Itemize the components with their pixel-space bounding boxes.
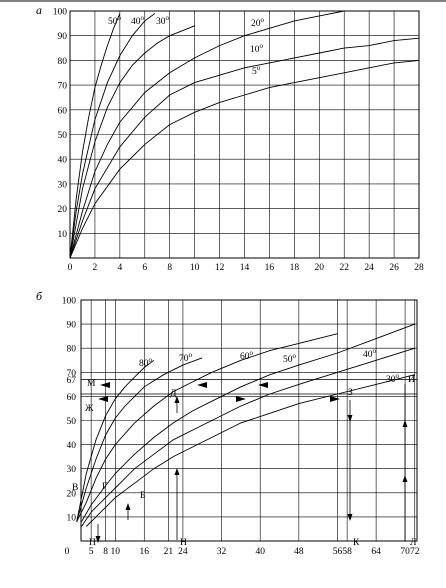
arrow-down-k-upper: [348, 415, 353, 422]
tick-y-40: 40: [57, 155, 67, 166]
letter-i: И: [408, 375, 415, 385]
arrow-left-m: [100, 382, 110, 388]
tick-y-70: 70: [66, 368, 76, 379]
tick-y-100: 100: [52, 7, 67, 18]
letter-v: В: [72, 483, 79, 493]
tick-x-20: 20: [314, 263, 325, 273]
tick-x-10: 10: [110, 547, 121, 557]
arrow-up-l-lower: [403, 475, 408, 482]
tick-x-4: 4: [117, 263, 123, 273]
arrow-left-upper-mid: [197, 382, 207, 388]
arrow-left-zh: [98, 396, 108, 402]
tick-x-48: 48: [294, 547, 304, 557]
tick-x-5: 5: [88, 547, 94, 557]
arrow-right-lower-right: [330, 396, 340, 402]
label-50: $50^о$: [283, 352, 296, 365]
tick-x-26: 26: [389, 263, 399, 273]
tick-y-20: 20: [57, 205, 67, 216]
letter-k: К: [353, 538, 360, 548]
tick-y-90: 90: [66, 320, 76, 331]
tick-y-67: 67: [66, 376, 76, 387]
letter-z: З: [348, 388, 353, 398]
arrow-up-n: [175, 468, 180, 475]
label-30: $30^о$: [156, 14, 169, 27]
letter-l: Л: [410, 538, 417, 548]
panel-a-grid: [70, 11, 419, 258]
label-5: $5^о$: [252, 64, 261, 77]
panel-a-curve-labels: [108, 14, 265, 77]
tick-x-16: 16: [139, 547, 150, 557]
tick-x-56: 56: [332, 547, 343, 557]
tick-x-0: 0: [64, 547, 70, 557]
label-20: $20^о$: [251, 16, 264, 29]
tick-x-72: 72: [410, 547, 420, 557]
tick-y-10: 10: [57, 229, 67, 240]
tick-x-28: 28: [414, 263, 424, 273]
tick-x-10: 10: [189, 263, 200, 273]
label-10: $10^о$: [250, 42, 263, 55]
letter-m: М: [87, 379, 96, 389]
tick-x-40: 40: [255, 547, 265, 557]
panel-a-label: а: [36, 3, 42, 17]
label-70: $70^о$: [179, 351, 192, 364]
tick-x-24: 24: [178, 547, 188, 557]
tick-y-50: 50: [57, 131, 67, 141]
label-80: $80^о$: [139, 356, 152, 369]
label-40: $40^о$: [363, 347, 376, 360]
tick-y-60: 60: [57, 106, 67, 117]
tick-y-50: 50: [66, 417, 76, 427]
curve-60: [77, 334, 338, 522]
label-60: $60^о$: [240, 349, 253, 362]
letter-n: Н: [180, 538, 187, 548]
letter-zh: Ж: [85, 404, 94, 414]
tick-x-32: 32: [216, 547, 227, 557]
tick-y-80: 80: [66, 344, 76, 355]
tick-y-40: 40: [66, 441, 76, 452]
tick-y-80: 80: [57, 56, 67, 67]
tick-x-8: 8: [103, 547, 109, 557]
curve-40: [82, 348, 415, 526]
tick-x-6: 6: [142, 263, 148, 273]
panel-a: [36, 3, 424, 273]
panel-b-letters: [72, 375, 417, 548]
tick-x-58: 58: [342, 547, 352, 557]
tick-x-14: 14: [239, 263, 250, 273]
label-50: $50^о$: [108, 14, 121, 27]
label-30: $30^о$: [386, 372, 399, 385]
tick-x-64: 64: [371, 547, 381, 557]
tick-x-24: 24: [364, 263, 374, 273]
tick-x-22: 22: [339, 263, 349, 273]
tick-y-90: 90: [57, 32, 67, 43]
arrow-up-b: [126, 503, 131, 510]
tick-x-21: 21: [163, 547, 174, 557]
tick-x-8: 8: [167, 263, 173, 273]
tick-x-16: 16: [264, 263, 275, 273]
tick-y-70: 70: [57, 81, 67, 92]
tick-y-30: 30: [66, 465, 76, 476]
arrow-up-l-upper: [403, 420, 408, 427]
tick-y-20: 20: [66, 489, 76, 500]
letter-b: Б: [140, 491, 146, 501]
letter-p: П: [89, 538, 96, 548]
curve-30: [86, 375, 415, 527]
tick-y-10: 10: [66, 513, 76, 524]
tick-x-2: 2: [92, 263, 98, 273]
arrow-right-lower-mid: [236, 396, 246, 402]
arrow-down-k-lower: [348, 514, 353, 521]
tick-y-30: 30: [57, 180, 67, 191]
tick-x-18: 18: [289, 263, 300, 273]
arrow-down-p: [96, 536, 101, 543]
letter-d: Д: [170, 389, 177, 399]
letter-g: Г: [102, 482, 108, 492]
panel-b: [36, 289, 420, 557]
tick-x-70: 70: [400, 547, 410, 557]
panel-b-label: б: [36, 289, 43, 303]
tick-x-12: 12: [214, 263, 225, 273]
tick-y-60: 60: [66, 392, 76, 403]
tick-x-0: 0: [67, 263, 73, 273]
tick-y-100: 100: [61, 296, 76, 307]
arrow-left-upper-right: [258, 382, 268, 388]
label-40: $40^о$: [131, 14, 144, 27]
